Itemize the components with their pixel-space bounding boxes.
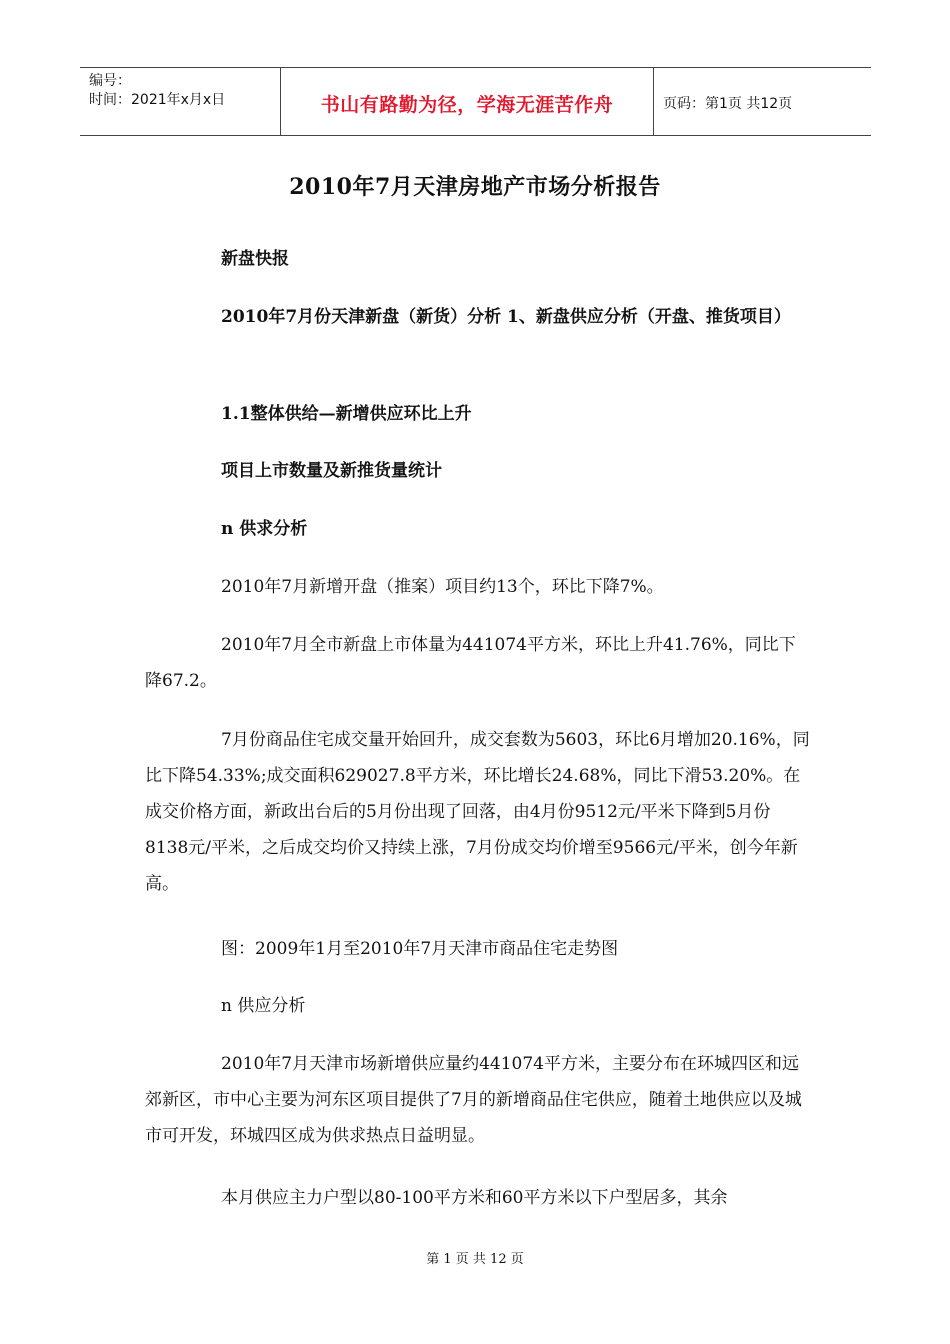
paragraph-unit-types: 本月供应主力户型以80-100平方米和60平方米以下户型居多，其余 <box>221 1188 728 1208</box>
number-label: 编号： <box>89 73 131 89</box>
page-footer: 第 1 页 共 12 页 <box>426 1252 524 1267</box>
header-motto-cell <box>281 68 654 135</box>
paragraph-new-volume: 2010年7月全市新盘上市体量为441074平方米，环比上升41.76%，同比下降67.2。 <box>145 635 796 691</box>
page-info: 页码：第1页 共12页 <box>663 96 793 112</box>
header-table <box>80 67 871 136</box>
section-heading-new-listings: 新盘快报 <box>221 249 289 269</box>
paragraph-new-projects: 2010年7月新增开盘（推案）项目约13个，环比下降7%。 <box>221 577 664 597</box>
subheading-overall-supply: 1.1整体供给—新增供应环比上升 <box>221 404 472 424</box>
subheading-supply-demand: n 供求分析 <box>221 519 308 539</box>
paragraph-transactions: 7月份商品住宅成交量开始回升，成交套数为5603，环比6月增加20.16%，同比下降54.33%;成交面积629027.8平方米，环比增长24.68%，同比下滑53.20%。在成交价格方面，新政出台后的5月份出现了回落，由4月份9512元/平米下降到5月份8138元/平米，之后成交均价又持续上涨，7月份成交均价增至9566元/平米，创今年新高。 <box>145 730 810 894</box>
section-heading-supply-analysis: 2010年7月份天津新盘（新货）分析 1、新盘供应分析（开盘、推货项目） <box>221 307 791 327</box>
paragraph-supply-distribution: 2010年7月天津市场新增供应量约441074平方米，主要分布在环城四区和远郊新区，市中心主要为河东区项目提供了7月的新增商品住宅供应，随着土地供应以及城市可开发，环城四区成为供求热点日益明显。 <box>145 1054 802 1146</box>
header-meta-cell <box>80 68 281 135</box>
motto-text: 书山有路勤为径，学海无涯苦作舟 <box>320 94 614 116</box>
subheading-listing-stats: 项目上市数量及新推货量统计 <box>221 461 442 481</box>
figure-caption: 图：2009年1月至2010年7月天津市商品住宅走势图 <box>221 939 619 959</box>
header-page-cell <box>654 68 871 135</box>
document-title: 2010年7月天津房地产市场分析报告 <box>289 174 661 200</box>
time-label: 时间：2021年x月x日 <box>89 92 226 108</box>
subheading-supply: n 供应分析 <box>221 996 306 1016</box>
